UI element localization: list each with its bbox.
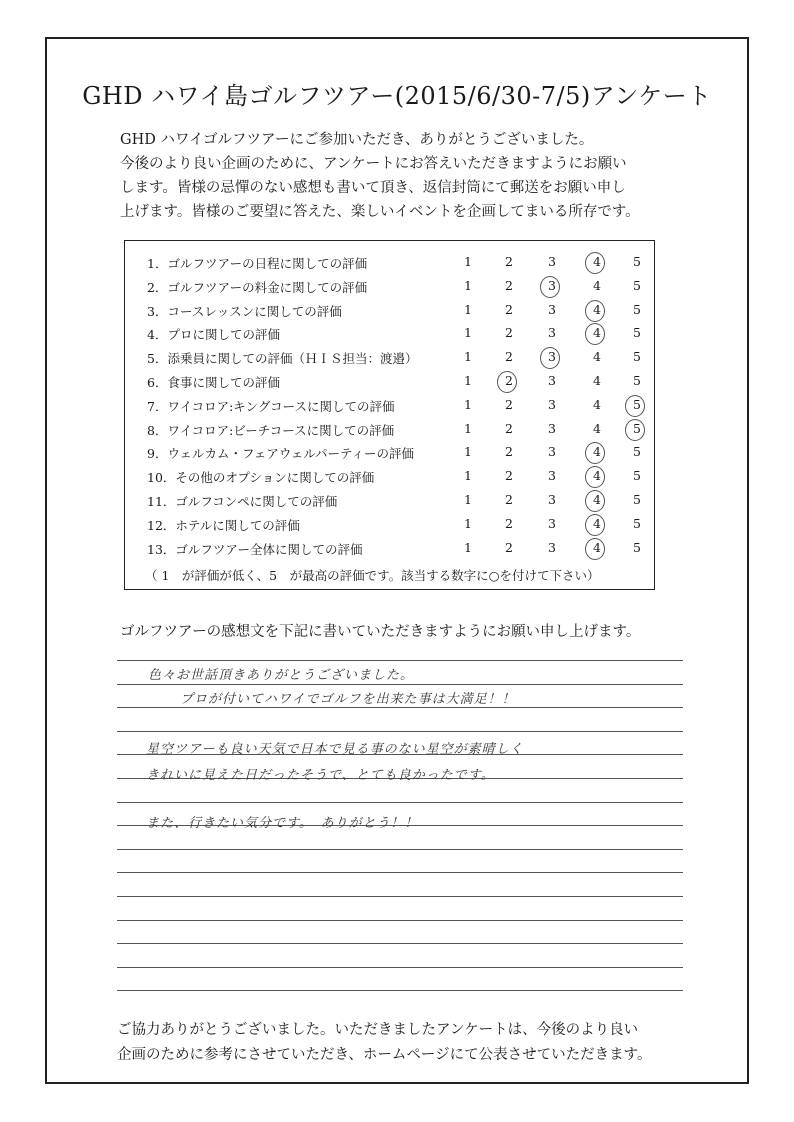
rating-option-value: 3 (548, 373, 556, 388)
rating-option-4[interactable] (587, 492, 607, 507)
selected-circle-mark (625, 419, 645, 441)
rating-option-value: 4 (593, 492, 601, 507)
rating-option-4[interactable] (587, 302, 607, 317)
rating-option-value: 2 (505, 373, 513, 388)
handwritten-line: また、行きたい気分です。 ありがとう！！ (146, 816, 419, 831)
rating-option-5[interactable] (627, 349, 647, 364)
rating-option-value: 1 (464, 444, 472, 460)
intro-line: します。皆様の忌憚のない感想も書いて頂き、返信封筒にて郵送をお願い申し (120, 180, 626, 196)
rating-row (125, 441, 654, 463)
rating-option-4[interactable] (587, 421, 607, 436)
rating-option-2[interactable] (499, 397, 519, 412)
rating-option-5[interactable] (627, 421, 647, 436)
rating-option-value: 1 (464, 254, 472, 269)
rating-option-1[interactable] (458, 540, 478, 555)
rating-option-value: 5 (633, 301, 641, 317)
rating-option-value: 4 (593, 420, 601, 436)
rating-option-value: 3 (548, 539, 556, 555)
rating-option-value: 5 (633, 396, 641, 412)
rating-option-4[interactable] (587, 373, 607, 388)
selected-circle-mark (540, 276, 560, 298)
rating-option-4[interactable] (587, 325, 607, 340)
rating-option-1[interactable] (458, 492, 478, 507)
rating-option-3[interactable] (542, 254, 562, 269)
rating-option-value: 2 (505, 420, 513, 436)
rating-option-value: 3 (548, 277, 556, 293)
intro-line: 今後のより良い企画のために、アンケートにお答えいただきますようにお願い (120, 156, 627, 172)
rating-option-5[interactable] (627, 302, 647, 317)
rating-option-4[interactable] (587, 254, 607, 269)
rating-option-value: 5 (633, 420, 641, 436)
ruled-line (117, 967, 683, 968)
rating-option-5[interactable] (627, 492, 647, 507)
rating-option-1[interactable] (458, 397, 478, 412)
rating-option-3[interactable] (542, 540, 562, 555)
rating-row (125, 275, 654, 297)
rating-option-5[interactable] (627, 397, 647, 412)
selected-circle-mark (625, 395, 645, 417)
rating-option-value: 2 (505, 254, 513, 269)
rating-row (125, 513, 654, 535)
rating-option-value: 4 (593, 444, 601, 460)
handwritten-line: 色々お世話頂きありがとうございました。 (148, 668, 415, 683)
rating-option-2[interactable] (499, 516, 519, 531)
rating-option-value: 2 (505, 492, 513, 507)
rating-label: 7．ワイコロア:キングコースに関しての評価 (147, 398, 395, 414)
rating-option-3[interactable] (542, 444, 562, 459)
rating-option-value: 2 (505, 277, 513, 293)
rating-row (125, 418, 654, 440)
rating-option-1[interactable] (458, 516, 478, 531)
rating-option-2[interactable] (499, 421, 519, 436)
selected-circle-mark (497, 371, 517, 393)
rating-option-value: 4 (593, 301, 601, 317)
rating-option-value: 1 (464, 492, 472, 507)
rating-option-3[interactable] (542, 421, 562, 436)
rating-option-value: 5 (633, 325, 641, 341)
rating-note: （ 1 が評価が低く、5 が最高の評価です。該当する数字に○を付けて下さい） (145, 568, 600, 583)
rating-option-value: 2 (505, 539, 513, 555)
rating-option-4[interactable] (587, 468, 607, 483)
rating-option-5[interactable] (627, 373, 647, 388)
closing-text (117, 1018, 651, 1068)
rating-row (125, 322, 654, 344)
rating-option-value: 5 (633, 373, 641, 388)
rating-option-value: 2 (505, 349, 513, 365)
rating-label: 8．ワイコロア:ビーチコースに関しての評価 (147, 422, 395, 438)
rating-row (125, 394, 654, 416)
selected-circle-mark (585, 323, 605, 345)
rating-option-value: 4 (593, 539, 601, 555)
ruled-line (117, 684, 683, 685)
selected-circle-mark (585, 490, 605, 512)
rating-option-value: 1 (464, 325, 472, 341)
rating-option-value: 1 (464, 515, 472, 531)
rating-option-2[interactable] (499, 492, 519, 507)
closing-line: 企画のために参考にさせていただき、ホームページにて公表させていただきます。 (117, 1047, 652, 1063)
rating-option-value: 3 (548, 325, 556, 341)
rating-option-value: 3 (548, 349, 556, 365)
page-title: GHD ハワイ島ゴルフツアー(2015/6/30-7/5)アンケート (82, 82, 712, 110)
ruled-line (117, 943, 683, 944)
selected-circle-mark (585, 300, 605, 322)
intro-text (120, 128, 720, 224)
rating-option-5[interactable] (627, 254, 647, 269)
ruled-line (117, 896, 683, 897)
rating-option-2[interactable] (499, 468, 519, 483)
rating-option-3[interactable] (542, 492, 562, 507)
rating-row (125, 537, 654, 559)
selected-circle-mark (585, 466, 605, 488)
ruled-line (117, 990, 683, 991)
selected-circle-mark (585, 252, 605, 274)
rating-option-value: 1 (464, 396, 472, 412)
rating-label: 12．ホテルに関しての評価 (147, 517, 300, 533)
rating-option-2[interactable] (499, 325, 519, 340)
rating-label: 9．ウェルカム・フェアウェルパーティーの評価 (147, 446, 414, 462)
rating-option-1[interactable] (458, 302, 478, 317)
handwritten-line: 星空ツアーも良い天気で日本で見る事のない星空が素晴しく (146, 742, 524, 757)
rating-option-3[interactable] (542, 349, 562, 364)
ruled-line (117, 920, 683, 921)
rating-option-value: 2 (505, 325, 513, 341)
rating-option-value: 3 (548, 254, 556, 269)
rating-row (125, 251, 654, 273)
rating-option-value: 3 (548, 396, 556, 412)
handwritten-line: プロが付いてハワイでゴルフを出来た事は大満足！！ (180, 692, 516, 707)
rating-option-value: 3 (548, 515, 556, 531)
rating-option-1[interactable] (458, 325, 478, 340)
rating-option-value: 3 (548, 301, 556, 317)
rating-option-1[interactable] (458, 444, 478, 459)
rating-option-value: 1 (464, 420, 472, 436)
rating-option-value: 4 (593, 254, 601, 269)
intro-line: GHD ハワイゴルフツアーにご参加いただき、ありがとうございました。 (120, 132, 594, 148)
rating-label: 6．食事に関しての評価 (147, 375, 280, 390)
rating-option-5[interactable] (627, 325, 647, 340)
rating-label: 4．プロに関しての評価 (147, 327, 280, 343)
rating-option-4[interactable] (587, 516, 607, 531)
rating-option-1[interactable] (458, 278, 478, 293)
rating-option-value: 5 (633, 444, 641, 460)
rating-option-2[interactable] (499, 444, 519, 459)
rating-label: 1．ゴルフツアーの日程に関しての評価 (147, 256, 368, 271)
rating-option-value: 1 (464, 468, 472, 484)
rating-option-3[interactable] (542, 516, 562, 531)
rating-option-value: 1 (464, 277, 472, 293)
rating-option-4[interactable] (587, 349, 607, 364)
rating-option-value: 3 (548, 468, 556, 484)
rating-option-value: 5 (633, 277, 641, 293)
rating-option-3[interactable] (542, 278, 562, 293)
rating-option-value: 2 (505, 301, 513, 317)
rating-option-value: 1 (464, 349, 472, 365)
rating-option-3[interactable] (542, 397, 562, 412)
rating-option-value: 5 (633, 515, 641, 531)
rating-option-value: 4 (593, 373, 601, 388)
rating-option-value: 3 (548, 492, 556, 507)
rating-option-value: 4 (593, 515, 601, 531)
rating-option-value: 5 (633, 254, 641, 269)
rating-option-3[interactable] (542, 373, 562, 388)
rating-option-value: 5 (633, 468, 641, 484)
rating-option-2[interactable] (499, 349, 519, 364)
rating-option-2[interactable] (499, 373, 519, 388)
rating-label: 5．添乗員に関しての評価（ＨＩＳ担当：渡邉） (147, 351, 418, 367)
rating-option-2[interactable] (499, 540, 519, 555)
selected-circle-mark (585, 514, 605, 536)
rating-option-5[interactable] (627, 468, 647, 483)
intro-line: 上げます。皆様のご要望に答えた、楽しいイベントを企画してまいる所存です。 (120, 204, 640, 220)
rating-option-3[interactable] (542, 302, 562, 317)
rating-option-value: 2 (505, 396, 513, 412)
rating-option-4[interactable] (587, 278, 607, 293)
rating-option-5[interactable] (627, 278, 647, 293)
rating-label: 13．ゴルフツアー全体に関しての評価 (147, 541, 363, 557)
rating-option-value: 4 (593, 277, 601, 293)
rating-table (124, 240, 655, 590)
ruled-line (117, 849, 683, 850)
selected-circle-mark (585, 442, 605, 464)
rating-option-value: 5 (633, 492, 641, 507)
rating-option-value: 4 (593, 396, 601, 412)
rating-option-value: 4 (593, 325, 601, 341)
ruled-line (117, 872, 683, 873)
rating-label: 2．ゴルフツアーの料金に関しての評価 (147, 279, 368, 295)
rating-label: 11．ゴルフコンペに関しての評価 (147, 494, 338, 509)
rating-option-1[interactable] (458, 254, 478, 269)
rating-option-value: 3 (548, 444, 556, 460)
ruled-line (117, 660, 683, 661)
rating-row (125, 299, 654, 321)
feedback-prompt: ゴルフツアーの感想文を下記に書いていただきますようにお願い申し上げます。 (120, 624, 641, 640)
ruled-line (117, 731, 683, 732)
rating-option-4[interactable] (587, 444, 607, 459)
rating-option-2[interactable] (499, 254, 519, 269)
rating-option-1[interactable] (458, 468, 478, 483)
rating-option-value: 2 (505, 515, 513, 531)
ruled-line (117, 707, 683, 708)
rating-option-4[interactable] (587, 397, 607, 412)
rating-row (125, 489, 654, 511)
rating-option-value: 1 (464, 373, 472, 388)
rating-row (125, 346, 654, 368)
rating-option-value: 1 (464, 301, 472, 317)
rating-label: 3．コースレッスンに関しての評価 (147, 303, 342, 319)
rating-option-3[interactable] (542, 325, 562, 340)
ruled-line (117, 802, 683, 803)
rating-option-value: 3 (548, 420, 556, 436)
rating-option-2[interactable] (499, 278, 519, 293)
handwritten-line: きれいに見えた日だったそうで、とても良かったです。 (146, 768, 495, 783)
rating-option-3[interactable] (542, 468, 562, 483)
rating-option-1[interactable] (458, 349, 478, 364)
rating-option-1[interactable] (458, 373, 478, 388)
rating-option-1[interactable] (458, 421, 478, 436)
rating-label: 10．その他のオプションに関しての評価 (147, 470, 375, 486)
rating-option-5[interactable] (627, 540, 647, 555)
rating-row (125, 465, 654, 487)
rating-option-value: 5 (633, 349, 641, 365)
rating-option-value: 1 (464, 539, 472, 555)
rating-option-5[interactable] (627, 444, 647, 459)
rating-option-5[interactable] (627, 516, 647, 531)
rating-option-value: 4 (593, 468, 601, 484)
rating-option-value: 2 (505, 444, 513, 460)
rating-option-value: 5 (633, 539, 641, 555)
rating-option-2[interactable] (499, 302, 519, 317)
selected-circle-mark (585, 538, 605, 560)
rating-row (125, 370, 654, 392)
rating-option-value: 4 (593, 349, 601, 365)
selected-circle-mark (540, 347, 560, 369)
rating-option-4[interactable] (587, 540, 607, 555)
closing-line: ご協力ありがとうございました。いただきましたアンケートは、今後のより良い (117, 1022, 639, 1038)
rating-option-value: 2 (505, 468, 513, 484)
